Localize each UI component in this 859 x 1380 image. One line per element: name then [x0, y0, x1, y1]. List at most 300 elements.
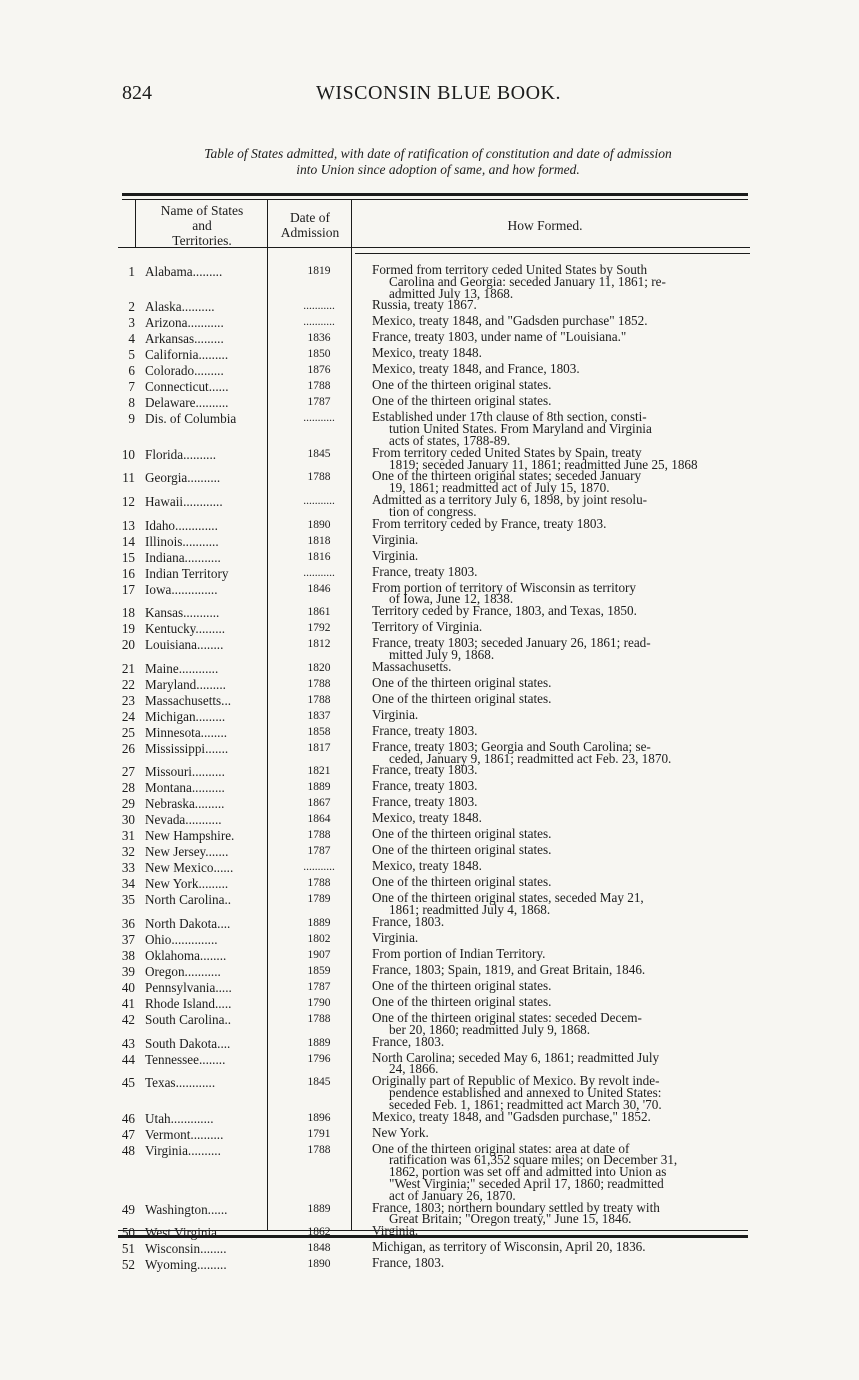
row-number: 10 — [121, 446, 135, 462]
table-row — [114, 491, 754, 519]
table-row — [114, 1108, 754, 1127]
how-formed — [362, 1009, 754, 1037]
how-formed-line: One of the thirteen original states. — [372, 977, 552, 993]
how-formed — [362, 637, 754, 661]
row-number: 30 — [121, 812, 135, 828]
how-formed — [362, 605, 754, 617]
how-formed-line: Mexico, treaty 1848. — [372, 810, 482, 826]
how-formed-line: From territory ceded United States by Spain, treaty — [372, 444, 642, 460]
state-name: Florida.......... — [145, 446, 217, 462]
header-rule-2 — [355, 253, 750, 254]
how-formed-line: Originally part of Republic of Mexico. By revolt inde- — [372, 1073, 660, 1089]
state-name: Texas............ — [145, 1075, 216, 1091]
row-number: 51 — [121, 1241, 135, 1257]
admission-date: 1788 — [307, 693, 331, 706]
state-name: Kentucky......... — [145, 621, 226, 637]
state-name: Maine............ — [145, 660, 219, 676]
row-number: 27 — [121, 764, 135, 780]
admission-date: 1846 — [307, 582, 331, 595]
how-formed-line: France, treaty 1803. — [372, 722, 478, 738]
state-name: California......... — [145, 347, 229, 363]
table-row — [114, 1257, 754, 1273]
row-number: 17 — [121, 581, 135, 597]
how-formed — [362, 1257, 754, 1269]
state-name: New Mexico...... — [145, 860, 234, 876]
admission-date: 1820 — [307, 661, 331, 674]
state-name: Dis. of Columbia — [145, 411, 237, 427]
state-name: North Carolina.. — [145, 892, 232, 908]
row-number: 26 — [121, 740, 135, 756]
how-formed-line: acts of states, 1788-89. — [389, 432, 511, 448]
how-formed-line: One of the thirteen original states. — [372, 826, 552, 842]
admission-date: 1859 — [307, 964, 331, 977]
how-formed-line: Territory ceded by France, 1803, and Texas, 1850. — [372, 603, 637, 619]
how-formed — [362, 531, 754, 547]
row-number: 32 — [121, 844, 135, 860]
state-name: West Virginia... — [145, 1225, 227, 1241]
how-formed — [362, 1075, 754, 1110]
how-formed-line: Virginia. — [372, 531, 419, 547]
state-name: Georgia.......... — [145, 470, 221, 486]
how-formed-line: One of the thirteen original states. — [372, 393, 552, 409]
row-number: 28 — [121, 780, 135, 796]
how-formed-line: 1862, portion was set off and admitted into Union as — [389, 1164, 667, 1180]
how-formed-line: France, treaty 1803. — [372, 778, 478, 794]
row-number: 52 — [121, 1257, 135, 1273]
how-formed-line: Virginia. — [372, 1223, 419, 1239]
admission-date: 1890 — [307, 518, 331, 531]
how-formed-line: admitted July 13, 1868. — [389, 285, 514, 301]
how-formed — [362, 515, 754, 531]
how-formed — [362, 993, 754, 1009]
admission-date: 1812 — [307, 638, 331, 651]
admission-date: 1848 — [307, 1242, 331, 1255]
top-rule-thick — [122, 193, 748, 196]
how-formed-line: Established under 17th clause of 8th section, consti- — [372, 409, 647, 425]
how-formed-line: Formed from territory ceded United States by South — [372, 262, 648, 277]
how-formed — [362, 264, 754, 299]
how-formed — [362, 674, 754, 690]
row-number: 43 — [121, 1035, 135, 1051]
how-formed-line: 1819; seceded January 11, 1861; readmitted June 25, 1868 — [389, 456, 698, 472]
how-formed-line: Mexico, treaty 1848, and "Gadsden purchase," 1852. — [372, 1108, 651, 1124]
table-row — [114, 264, 754, 299]
how-formed — [362, 706, 754, 722]
admission-date: 1787 — [307, 980, 331, 993]
how-formed — [362, 1108, 754, 1124]
how-formed — [362, 1124, 754, 1140]
row-number: 21 — [121, 660, 135, 676]
row-number: 31 — [121, 828, 135, 844]
row-number: 8 — [128, 395, 135, 411]
how-formed-line: New York. — [372, 1124, 429, 1140]
how-formed — [362, 331, 754, 343]
how-formed-line: 19, 1861; readmitted act of July 15, 1870. — [389, 480, 610, 496]
how-formed — [362, 547, 754, 563]
admission-date: 1788 — [307, 677, 331, 690]
how-formed — [362, 621, 754, 633]
how-formed — [362, 379, 754, 391]
state-name: Indiana........... — [145, 549, 221, 565]
how-formed-line: One of the thirteen original states, seceded May 21, — [372, 890, 644, 906]
how-formed-line: Massachusetts. — [372, 658, 452, 674]
how-formed — [362, 977, 754, 993]
table-row — [114, 1140, 754, 1203]
how-formed-line: One of the thirteen original states: seceded Decem- — [372, 1009, 642, 1025]
state-name: New Jersey....... — [145, 844, 229, 860]
how-formed-line: Russia, treaty 1867. — [372, 297, 477, 313]
row-number: 36 — [121, 915, 135, 931]
how-formed-line: France, 1803. — [372, 1033, 445, 1049]
column-header-how: How Formed. — [507, 218, 583, 233]
how-formed-line: France, treaty 1803. — [372, 762, 478, 778]
admission-date: 1796 — [307, 1052, 331, 1065]
state-name: Wisconsin........ — [145, 1241, 227, 1257]
row-number: 7 — [128, 379, 135, 395]
state-name: Louisiana........ — [145, 637, 224, 653]
how-formed — [362, 764, 754, 776]
how-formed-line: 24, 1866. — [389, 1061, 439, 1077]
admission-date: 1789 — [307, 893, 331, 906]
how-formed — [362, 1140, 754, 1203]
table-row — [114, 1009, 754, 1037]
how-formed-line: Admitted as a territory July 6, 1898, by joint resolu- — [372, 491, 648, 507]
admission-date: 1889 — [307, 1202, 331, 1215]
state-name: Indian Territory — [145, 565, 229, 581]
how-formed-line: Mexico, treaty 1848. — [372, 345, 482, 361]
how-formed — [362, 411, 754, 446]
admission-date: 1836 — [307, 332, 331, 345]
admission-date: 1858 — [307, 725, 331, 738]
how-formed — [362, 1241, 754, 1253]
state-name: Oregon........... — [145, 963, 221, 979]
row-number: 34 — [121, 876, 135, 892]
admission-date: 1845 — [307, 447, 331, 460]
admission-date: 1896 — [307, 1111, 331, 1124]
how-formed-line: From territory ceded by France, treaty 1803. — [372, 515, 607, 531]
admission-date: ........... — [303, 316, 335, 329]
table-row — [114, 411, 754, 446]
table-row — [114, 515, 754, 534]
admission-date: 1889 — [307, 916, 331, 929]
table-row — [114, 637, 754, 661]
state-name: Tennessee........ — [145, 1051, 226, 1067]
row-number: 20 — [121, 637, 135, 653]
how-formed-line: "West Virginia;" seceded April 17, 1860; readmitted — [389, 1175, 664, 1191]
row-number: 2 — [128, 299, 135, 315]
how-formed-line: Great Britain; "Oregon treaty," June 15, 1846. — [389, 1211, 632, 1227]
row-number: 50 — [121, 1225, 135, 1241]
row-number: 29 — [121, 796, 135, 812]
admission-date: 1802 — [307, 932, 331, 945]
admission-date: 1889 — [307, 781, 331, 794]
admission-date: 1889 — [307, 1036, 331, 1049]
row-number: 12 — [121, 493, 135, 509]
how-formed-line: tution United States. From Maryland and Virginia — [389, 421, 652, 437]
row-number: 46 — [121, 1110, 135, 1126]
table-row — [114, 444, 754, 472]
admission-date: 1788 — [307, 1143, 331, 1156]
how-formed-line: France, treaty 1803, under name of "Louisiana." — [372, 329, 627, 345]
how-formed — [362, 780, 754, 792]
admission-date: 1788 — [307, 829, 331, 842]
admission-date: 1818 — [307, 534, 331, 547]
state-name: Idaho............. — [145, 517, 218, 533]
how-formed-line: One of the thirteen original states; seceded January — [372, 468, 642, 484]
how-formed — [362, 876, 754, 888]
row-number: 38 — [121, 947, 135, 963]
row-number: 48 — [121, 1142, 135, 1158]
state-name: Connecticut...... — [145, 379, 229, 395]
state-name: Delaware.......... — [145, 395, 229, 411]
row-number: 18 — [121, 605, 135, 621]
how-formed-line: of Iowa, June 12, 1838. — [389, 591, 514, 607]
row-number: 35 — [121, 892, 135, 908]
how-formed — [362, 470, 754, 494]
table-row — [114, 1075, 754, 1110]
how-formed-line: France, 1803; Spain, 1819, and Great Britain, 1846. — [372, 961, 646, 977]
state-name: Oklahoma........ — [145, 947, 227, 963]
row-number: 37 — [121, 931, 135, 947]
how-formed — [362, 738, 754, 766]
admission-date: 1787 — [307, 396, 331, 409]
table-caption — [118, 146, 758, 178]
column-header-name: Name of States and Territories. — [160, 203, 244, 248]
how-formed-line: France, treaty 1803; Georgia and South Carolina; se- — [372, 738, 651, 754]
state-name: Virginia.......... — [145, 1142, 221, 1158]
how-formed-line: seceded Feb. 1, 1861; readmitted act March 30, '70. — [389, 1096, 662, 1112]
table-row — [114, 1049, 754, 1077]
how-formed-line: tion of congress. — [389, 503, 477, 519]
how-formed-line: France, 1803. — [372, 913, 445, 929]
how-formed-line: One of the thirteen original states. — [372, 874, 552, 890]
how-formed — [362, 722, 754, 738]
how-formed-line: 1861; readmitted July 4, 1868. — [389, 902, 551, 918]
how-formed — [362, 690, 754, 706]
how-formed — [362, 828, 754, 840]
row-number: 13 — [121, 517, 135, 533]
state-name: Wyoming......... — [145, 1257, 227, 1273]
how-formed — [362, 945, 754, 961]
how-formed-line: France, treaty 1803. — [372, 794, 478, 810]
how-formed — [362, 892, 754, 916]
admission-date: 1837 — [307, 709, 331, 722]
row-number: 49 — [121, 1201, 135, 1217]
table-row — [114, 531, 754, 550]
state-name: Arkansas......... — [145, 331, 224, 347]
row-number: 9 — [128, 411, 135, 427]
row-number: 45 — [121, 1075, 135, 1091]
table-row — [114, 892, 754, 916]
admission-date: 1861 — [307, 606, 331, 619]
how-formed-line: Virginia. — [372, 547, 419, 563]
state-name: Nebraska......... — [145, 796, 225, 812]
how-formed-line: One of the thirteen original states. — [372, 377, 552, 393]
how-formed-line: France, treaty 1803. — [372, 563, 478, 579]
state-name: Missouri.......... — [145, 764, 225, 780]
how-formed — [362, 347, 754, 359]
state-name: Vermont.......... — [145, 1126, 224, 1142]
admission-date: 1790 — [307, 996, 331, 1009]
how-formed-line: One of the thirteen original states. — [372, 993, 552, 1009]
how-formed — [362, 796, 754, 808]
how-formed-line: One of the thirteen original states: area at date of — [372, 1140, 630, 1156]
admission-date: ........... — [303, 566, 335, 579]
state-name: Rhode Island..... — [145, 995, 232, 1011]
how-formed-line: pendence established and annexed to United States: — [389, 1084, 662, 1100]
how-formed-line: From portion of Indian Territory. — [372, 945, 546, 961]
state-name: Hawaii............ — [145, 493, 223, 509]
row-number: 3 — [128, 315, 135, 331]
table-row — [114, 913, 754, 932]
how-formed-line: One of the thirteen original states. — [372, 690, 552, 706]
state-name: Alaska.......... — [145, 299, 215, 315]
row-number: 40 — [121, 979, 135, 995]
state-name: Pennsylvania..... — [145, 979, 232, 995]
row-number: 19 — [121, 621, 135, 637]
how-formed — [362, 812, 754, 824]
how-formed — [362, 299, 754, 311]
state-name: Minnesota........ — [145, 724, 228, 740]
how-formed — [362, 844, 754, 856]
how-formed — [362, 491, 754, 519]
how-formed-line: mitted July 9, 1868. — [389, 646, 495, 662]
admission-date: 1792 — [307, 622, 331, 635]
state-name: North Dakota.... — [145, 915, 231, 931]
admission-date: 1876 — [307, 364, 331, 377]
state-name: Kansas........... — [145, 605, 220, 621]
admission-date: 1817 — [307, 741, 331, 754]
how-formed-line: ratification was 61,352 square miles; on December 31, — [389, 1152, 678, 1168]
table-row — [114, 690, 754, 709]
admission-date: 1816 — [307, 550, 331, 563]
how-formed-line: Mexico, treaty 1848, and "Gadsden purchase" 1852. — [372, 313, 648, 329]
admission-date: 1890 — [307, 1258, 331, 1271]
table-row — [114, 738, 754, 766]
how-formed-line: North Carolina; seceded May 6, 1861; readmitted July — [372, 1049, 660, 1065]
table-body — [114, 264, 754, 1273]
how-formed-line: ber 20, 1860; readmitted July 9, 1868. — [389, 1021, 591, 1037]
how-formed — [362, 1033, 754, 1049]
row-number: 6 — [128, 363, 135, 379]
how-formed — [362, 913, 754, 929]
how-formed — [362, 658, 754, 674]
admission-date: 1791 — [307, 1127, 331, 1140]
row-number: 16 — [121, 565, 135, 581]
admission-date: ........... — [303, 494, 335, 507]
admission-date: 1867 — [307, 797, 331, 810]
row-number: 22 — [121, 676, 135, 692]
admission-date: 1864 — [307, 813, 331, 826]
caption-line: into Union since adoption of same, and how formed. — [296, 162, 580, 177]
row-number: 23 — [121, 692, 135, 708]
how-formed — [362, 1225, 754, 1237]
how-formed-line: One of the thirteen original states. — [372, 674, 552, 690]
admission-date: 1850 — [307, 348, 331, 361]
row-number: 24 — [121, 708, 135, 724]
row-number: 44 — [121, 1051, 135, 1067]
how-formed-line: From portion of territory of Wisconsin as territory — [372, 579, 637, 595]
how-formed-line: Territory of Virginia. — [372, 619, 483, 635]
state-name: Mississippi....... — [145, 740, 229, 756]
how-formed-line: act of January 26, 1870. — [389, 1187, 516, 1203]
state-name: Washington...... — [145, 1201, 228, 1217]
admission-date: 1819 — [307, 265, 331, 277]
column-header-date: Date of Admission — [280, 210, 340, 240]
how-formed-line: Virginia. — [372, 706, 419, 722]
admission-date: 1821 — [307, 765, 331, 778]
state-name: Maryland......... — [145, 676, 226, 692]
admission-date: 1788 — [307, 471, 331, 484]
row-number: 47 — [121, 1126, 135, 1142]
table-row — [114, 579, 754, 607]
state-name: Utah............. — [145, 1110, 214, 1126]
how-formed — [362, 1199, 754, 1227]
state-name: Ohio.............. — [145, 931, 218, 947]
how-formed-line: Virginia. — [372, 929, 419, 945]
state-name: New Hampshire. — [145, 828, 235, 844]
column-divider — [135, 200, 136, 248]
row-number: 15 — [121, 549, 135, 565]
top-rule-thin — [122, 199, 748, 200]
admission-date: 1907 — [307, 948, 331, 961]
how-formed — [362, 563, 754, 579]
row-number: 39 — [121, 963, 135, 979]
state-name: Montana.......... — [145, 780, 225, 796]
how-formed — [362, 395, 754, 407]
admission-date: ........... — [303, 412, 335, 425]
how-formed — [362, 929, 754, 945]
how-formed-line: ceded, January 9, 1861; readmitted act Feb. 23, 1870. — [389, 750, 672, 766]
how-formed — [362, 579, 754, 607]
how-formed-line: Mexico, treaty 1848, and France, 1803. — [372, 361, 580, 377]
how-formed — [362, 1049, 754, 1077]
table-row — [114, 470, 754, 494]
how-formed — [362, 363, 754, 375]
admission-date: 1788 — [307, 380, 331, 393]
admission-date: 1845 — [307, 1076, 331, 1089]
how-formed — [362, 961, 754, 977]
how-formed-line: France, 1803; northern boundary settled by treaty with — [372, 1199, 660, 1215]
state-name: Arizona........... — [145, 315, 224, 331]
row-number: 11 — [122, 470, 135, 486]
row-number: 25 — [121, 724, 135, 740]
row-number: 1 — [128, 264, 135, 279]
state-name: Michigan......... — [145, 708, 226, 724]
admission-date: 1788 — [307, 1012, 331, 1025]
how-formed — [362, 444, 754, 472]
admission-date: ........... — [303, 300, 335, 313]
state-name: Massachusetts... — [145, 692, 232, 708]
page-number: 824 — [122, 82, 152, 104]
admission-date: 1862 — [307, 1226, 331, 1239]
row-number: 33 — [121, 860, 135, 876]
row-number: 5 — [128, 347, 135, 363]
how-formed-line: One of the thirteen original states. — [372, 842, 552, 858]
how-formed — [362, 315, 754, 327]
how-formed — [362, 860, 754, 872]
how-formed-line: Michigan, as territory of Wisconsin, April 20, 1836. — [372, 1239, 646, 1255]
row-number: 41 — [121, 995, 135, 1011]
table-row — [114, 1199, 754, 1227]
state-name: New York......... — [145, 876, 229, 892]
row-number: 42 — [121, 1011, 135, 1027]
state-name: South Carolina.. — [145, 1011, 232, 1027]
how-formed-line: France, treaty 1803; seceded January 26, 1861; read- — [372, 635, 651, 651]
row-number: 14 — [121, 533, 135, 549]
running-head: WISCONSIN BLUE BOOK. — [316, 82, 561, 104]
admission-date: ........... — [303, 861, 335, 874]
